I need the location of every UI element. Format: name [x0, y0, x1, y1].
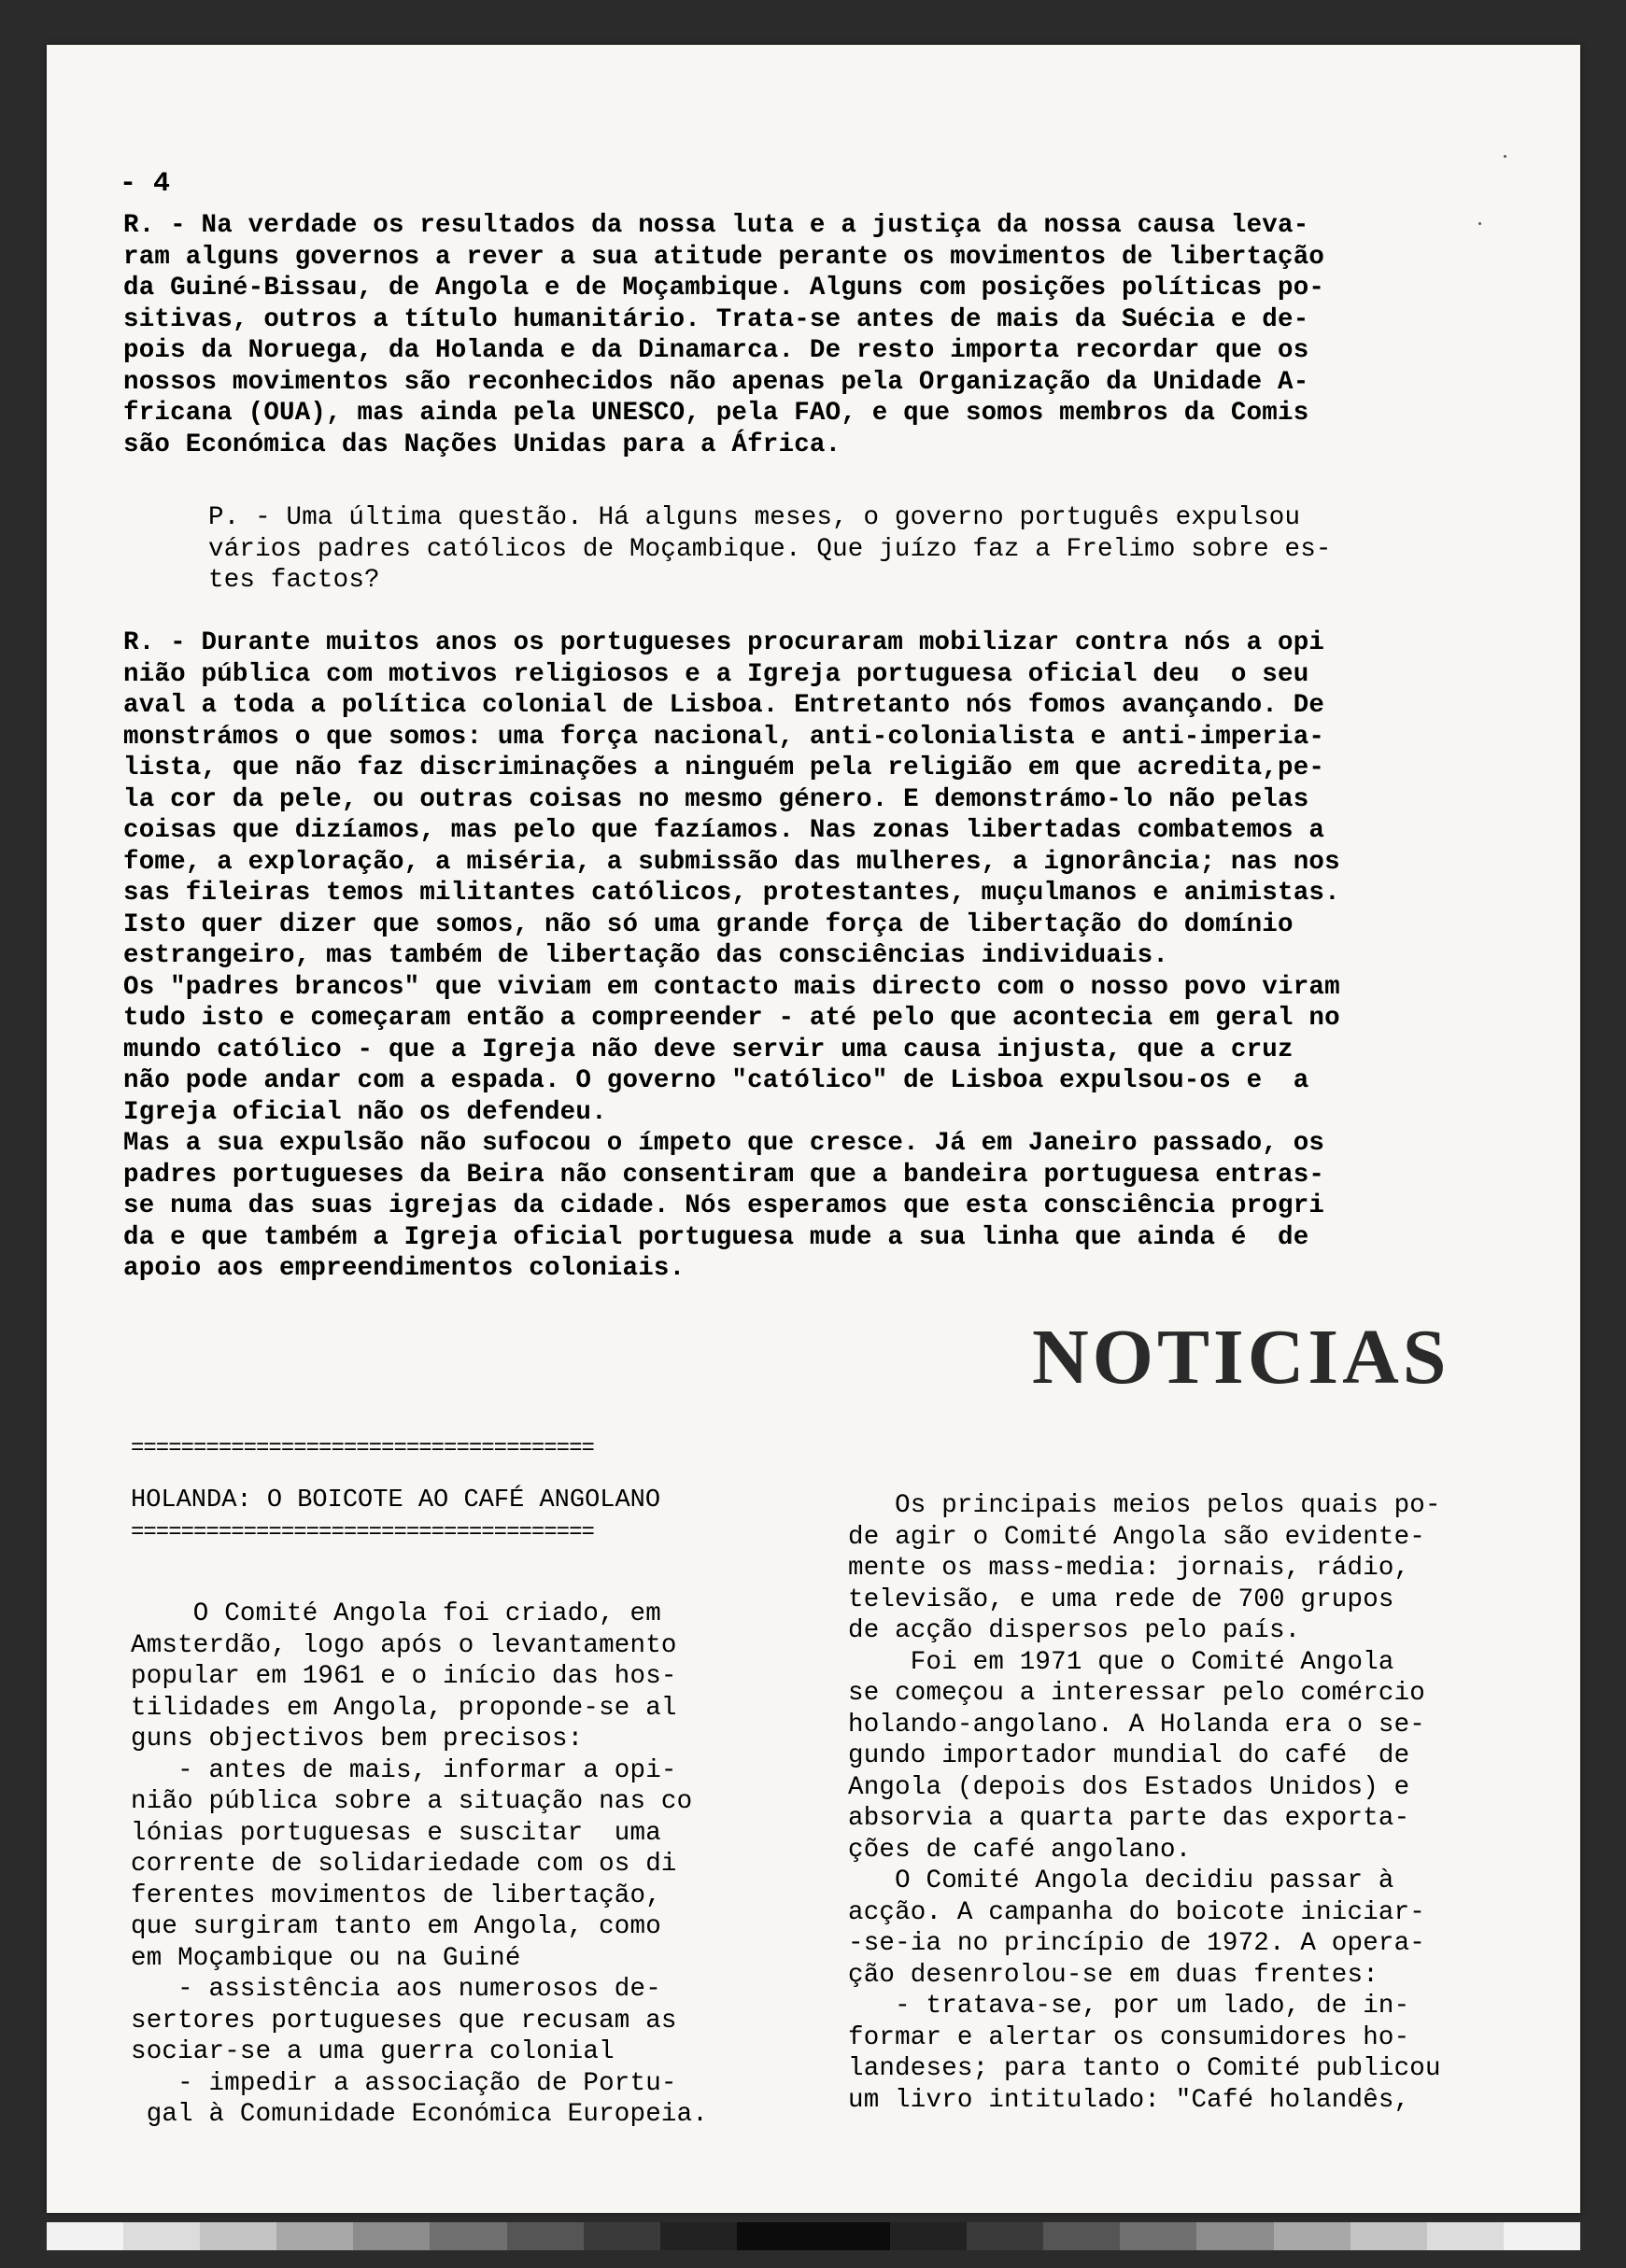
text-line: O Comité Angola decidiu passar à — [848, 1867, 1394, 1895]
text-line: nião pública sobre a situação nas co — [131, 1787, 693, 1816]
text-line: de agir o Comité Angola são evidente- — [848, 1522, 1425, 1552]
text-line: Foi em 1971 que o Comité Angola — [848, 1647, 1394, 1677]
scale-segment — [1274, 2222, 1350, 2250]
text-line: Isto quer dizer que somos, não só uma grande força de libertação do domínio — [123, 909, 1294, 939]
scale-segment — [1504, 2222, 1580, 2250]
scale-segment — [276, 2222, 353, 2250]
scale-segment — [1350, 2222, 1427, 2250]
text-line: P. - Uma última questão. Há alguns meses, o governo português expulsou — [208, 503, 1301, 532]
title-rule-bottom: ===================================== — [131, 1520, 594, 1545]
text-line: Amsterdão, logo após o levantamento — [131, 1630, 677, 1660]
text-line: de acção dispersos pelo país. — [848, 1616, 1301, 1645]
text-line: gundo importador mundial do café de — [848, 1741, 1410, 1770]
title-rule-top: ===================================== — [131, 1436, 594, 1461]
text-line: televisão, e uma rede de 700 grupos — [848, 1585, 1394, 1614]
text-line: não pode andar com a espada. O governo "católico" de Lisboa expulsou-os e a — [123, 1066, 1309, 1095]
text-line: Os "padres brancos" que viviam em contacto mais directo com o nosso povo viram — [123, 972, 1340, 1002]
page-number: - 4 — [120, 168, 171, 200]
text-line: pois da Noruega, da Holanda e da Dinamarca. De resto importa recordar que os — [123, 336, 1309, 365]
text-line: acção. A campanha do boicote iniciar- — [848, 1897, 1425, 1927]
text-line: são Económica das Nações Unidas para a África. — [123, 430, 841, 459]
article-title: HOLANDA: O BOICOTE AO CAFÉ ANGOLANO — [131, 1486, 661, 1514]
scale-segment — [123, 2222, 200, 2250]
text-line: mundo católico - que a Igreja não deve servir uma causa injusta, que a cruz — [123, 1035, 1294, 1064]
text-line: coisas que dizíamos, mas pelo que fazíamos. Nas zonas libertadas combatemos a — [123, 816, 1325, 845]
scale-segment — [660, 2222, 737, 2250]
text-line: sertores portugueses que recusam as — [131, 2006, 677, 2036]
scale-segment — [967, 2222, 1043, 2250]
article-left-column — [131, 1599, 708, 2131]
text-line: fricana (OUA), mas ainda pela UNESCO, pela FAO, e que somos membros da Comis — [123, 399, 1309, 428]
text-line: Angola (depois dos Estados Unidos) e — [848, 1772, 1410, 1802]
news-headline: NOTICIAS — [1032, 1314, 1450, 1401]
text-line: monstrámos o que somos: uma força nacional, anti-colonialista e anti-imperia- — [123, 722, 1325, 752]
text-line: O Comité Angola foi criado, em — [131, 1599, 661, 1628]
scale-segment — [353, 2222, 430, 2250]
text-line: se começou a interessar pelo comércio — [848, 1679, 1425, 1708]
text-line: lónias portuguesas e suscitar uma — [131, 1818, 661, 1848]
text-line: nossos movimentos são reconhecidos não apenas pela Organização da Unidade A- — [123, 367, 1309, 397]
text-line: popular em 1961 e o início das hos- — [131, 1662, 677, 1691]
text-line: R. - Durante muitos anos os portugueses procuraram mobilizar contra nós a opi — [123, 628, 1325, 657]
text-line: vários padres católicos de Moçambique. Que juízo faz a Frelimo sobre es- — [208, 534, 1332, 564]
answer-1 — [123, 210, 1324, 460]
text-line: um livro intitulado: "Café holandês, — [848, 2085, 1410, 2115]
text-line: tilidades em Angola, proponde-se al — [131, 1693, 677, 1723]
scale-segment — [47, 2222, 123, 2250]
text-line: R. - Na verdade os resultados da nossa luta e a justiça da nossa causa leva- — [123, 211, 1309, 240]
text-line: - assistência aos numerosos de- — [131, 1975, 661, 2004]
scale-segment — [737, 2222, 813, 2250]
color-scale-strip — [47, 2222, 1580, 2250]
text-line: ção desenrolou-se em duas frentes: — [848, 1960, 1379, 1990]
scale-segment — [1043, 2222, 1120, 2250]
scale-segment — [584, 2222, 660, 2250]
text-line: sas fileiras temos militantes católicos, protestantes, muçulmanos e animistas. — [123, 879, 1340, 908]
scale-segment — [813, 2222, 890, 2250]
text-line: apoio aos empreendimentos coloniais. — [123, 1254, 686, 1283]
scale-segment — [1196, 2222, 1273, 2250]
answer-2 — [123, 627, 1340, 1285]
scale-segment — [200, 2222, 276, 2250]
text-line: fome, a exploração, a miséria, a submissão das mulheres, a ignorância; nas nos — [123, 847, 1340, 877]
speck — [1478, 222, 1481, 225]
text-line: landeses; para tanto o Comité publicou — [848, 2054, 1441, 2083]
text-line: mente os mass-media: jornais, rádio, — [848, 1554, 1410, 1583]
text-line: absorvia a quarta parte das exporta- — [848, 1804, 1410, 1833]
text-line: la cor da pele, ou outras coisas no mesmo género. E demonstrámo-lo não pelas — [123, 784, 1309, 814]
text-line: ram alguns governos a rever a sua atitude perante os movimentos de libertação — [123, 242, 1325, 272]
text-line: da e que também a Igreja oficial portuguesa mude a sua linha que ainda é de — [123, 1222, 1309, 1252]
text-line: sociar-se a uma guerra colonial — [131, 2037, 615, 2066]
text-line: tudo isto e começaram então a compreender - até pelo que acontecia em geral no — [123, 1004, 1340, 1033]
text-line: gal à Comunidade Económica Europeia. — [131, 2100, 708, 2129]
text-line: ferentes movimentos de libertação, — [131, 1881, 661, 1910]
scale-segment — [890, 2222, 967, 2250]
scale-segment — [1427, 2222, 1504, 2250]
text-line: aval a toda a política colonial de Lisboa. Entretanto nós fomos avançando. De — [123, 691, 1325, 720]
text-line: se numa das suas igrejas da cidade. Nós esperamos que esta consciência progri — [123, 1191, 1325, 1220]
text-line: em Moçambique ou na Guiné — [131, 1943, 521, 1973]
text-line: tes factos? — [208, 566, 380, 595]
scale-segment — [507, 2222, 584, 2250]
text-line: - impedir a associação de Portu- — [131, 2068, 677, 2098]
text-line: ções de café angolano. — [848, 1835, 1192, 1865]
scale-segment — [1120, 2222, 1196, 2250]
text-line: Mas a sua expulsão não sufocou o ímpeto que cresce. Já em Janeiro passado, os — [123, 1129, 1325, 1158]
text-line: estrangeiro, mas também de libertação das consciências individuais. — [123, 941, 1169, 970]
text-line: guns objectivos bem precisos: — [131, 1725, 584, 1754]
text-line: corrente de solidariedade com os di — [131, 1850, 677, 1879]
text-line: - tratava-se, por um lado, de in- — [848, 1992, 1410, 2021]
article-right-column — [848, 1490, 1441, 2116]
text-line: lista, que não faz discriminações a ninguém pela religião em que acredita,pe- — [123, 754, 1325, 782]
text-line: Igreja oficial não os defendeu. — [123, 1097, 607, 1127]
text-line: que surgiram tanto em Angola, como — [131, 1912, 661, 1941]
text-line: - antes de mais, informar a opi- — [131, 1755, 677, 1785]
text-line: Os principais meios pelos quais po- — [848, 1491, 1441, 1520]
text-line: nião pública com motivos religiosos e a Igreja portuguesa oficial deu o seu — [123, 659, 1309, 689]
text-line: formar e alertar os consumidores ho- — [848, 2022, 1410, 2052]
text-line: padres portugueses da Beira não consentiram que a bandeira portuguesa entras- — [123, 1160, 1325, 1190]
text-line: holando-angolano. A Holanda era o se- — [848, 1710, 1425, 1740]
text-line: -se-ia no princípio de 1972. A opera- — [848, 1929, 1425, 1958]
scale-segment — [430, 2222, 506, 2250]
text-line: sitivas, outros a título humanitário. Trata-se antes de mais da Suécia e de- — [123, 304, 1309, 334]
question — [208, 502, 1332, 597]
speck — [1504, 155, 1506, 158]
text-line: da Guiné-Bissau, de Angola e de Moçambique. Alguns com posições políticas po- — [123, 274, 1325, 303]
